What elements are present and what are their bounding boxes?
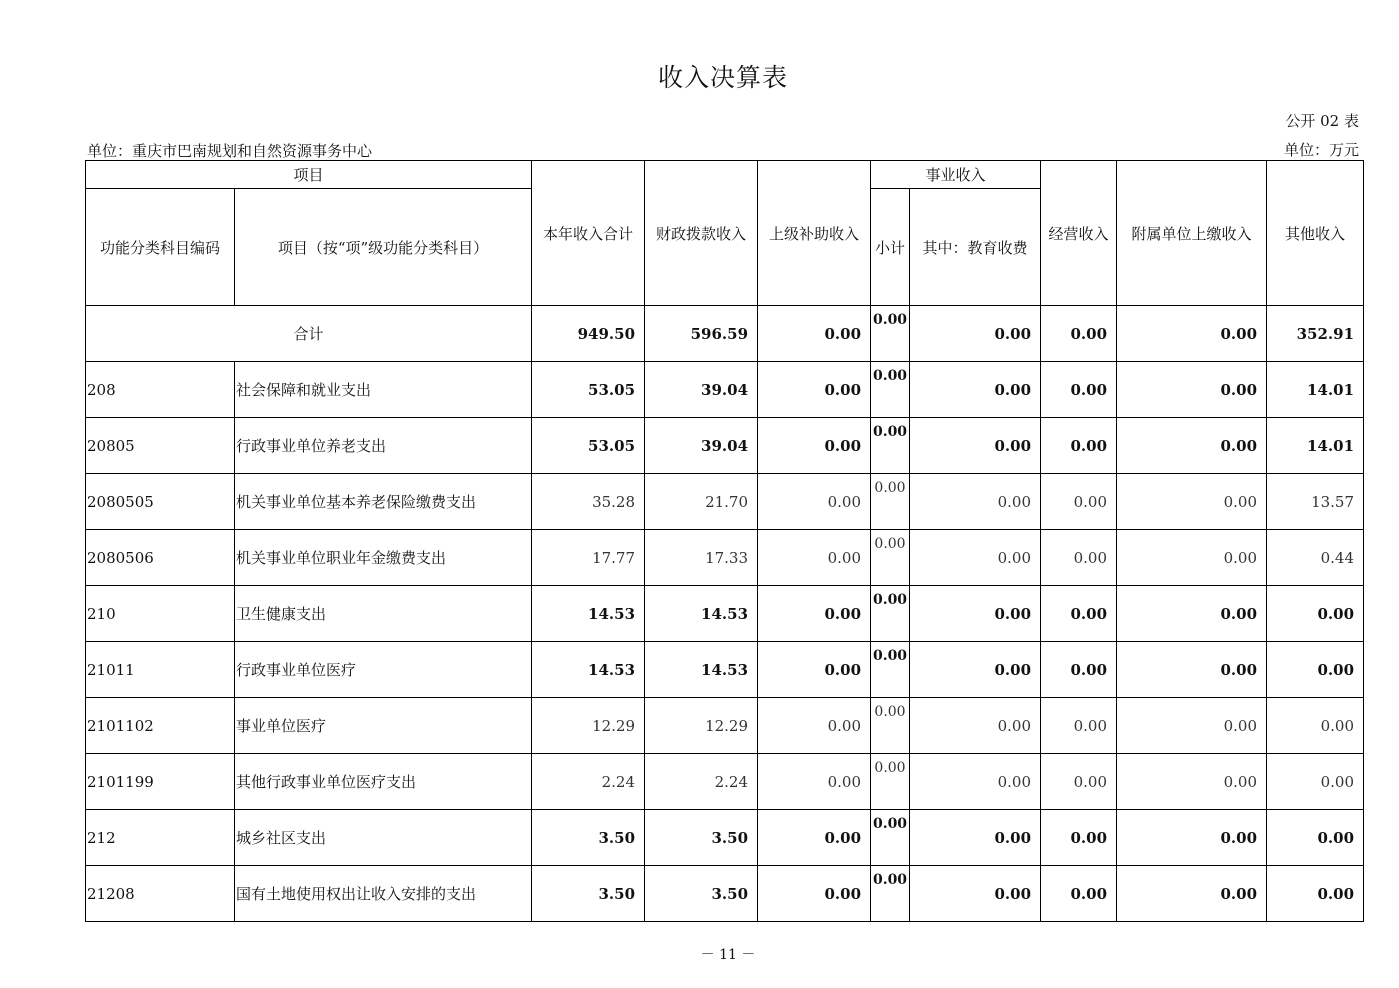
other-cell: 0.44 [1267,530,1364,586]
subtotal-cell: 0.00 [871,810,910,866]
item-name-cell: 国有土地使用权出让收入安排的支出 [235,866,532,922]
page-number: － 11 － [700,947,756,963]
subtotal-cell: 0.00 [871,586,910,642]
other-cell: 13.57 [1267,474,1364,530]
subtotal-cell: 0.00 [871,698,910,754]
unit-currency: 单位：万元 [1283,141,1359,159]
total-label: 合计 [86,306,532,362]
total-cell: 53.05 [532,362,645,418]
fiscal-cell: 596.59 [645,306,758,362]
education-cell: 0.00 [910,474,1041,530]
other-cell: 352.91 [1267,306,1364,362]
total-cell: 949.50 [532,306,645,362]
education-cell: 0.00 [910,866,1041,922]
header-superior: 上级补助收入 [758,161,871,306]
affiliated-cell: 0.00 [1117,698,1267,754]
education-cell: 0.00 [910,642,1041,698]
subtotal-cell: 0.00 [871,362,910,418]
affiliated-cell: 0.00 [1117,810,1267,866]
education-cell: 0.00 [910,362,1041,418]
total-cell: 2.24 [532,754,645,810]
table-row [86,474,1364,530]
fiscal-cell: 14.53 [645,642,758,698]
fiscal-cell: 12.29 [645,698,758,754]
operating-cell: 0.00 [1041,362,1117,418]
code-cell: 2080506 [86,530,235,586]
table-row [86,866,1364,922]
item-name-cell: 卫生健康支出 [235,586,532,642]
item-name-cell: 城乡社区支出 [235,810,532,866]
code-cell: 2080505 [86,474,235,530]
header-education: 其中：教育收费 [910,189,1041,306]
header-business-group: 事业收入 [871,161,1041,189]
table-row [86,586,1364,642]
subtotal-cell: 0.00 [871,866,910,922]
operating-cell: 0.00 [1041,306,1117,362]
subtotal-cell: 0.00 [871,754,910,810]
superior-cell: 0.00 [758,866,871,922]
item-name-cell: 机关事业单位基本养老保险缴费支出 [235,474,532,530]
header-subtotal: 小计 [871,189,910,306]
operating-cell: 0.00 [1041,754,1117,810]
fiscal-cell: 2.24 [645,754,758,810]
education-cell: 0.00 [910,530,1041,586]
superior-cell: 0.00 [758,698,871,754]
code-cell: 208 [86,362,235,418]
other-cell: 14.01 [1267,418,1364,474]
affiliated-cell: 0.00 [1117,586,1267,642]
item-name-cell: 行政事业单位医疗 [235,642,532,698]
other-cell: 0.00 [1267,754,1364,810]
code-cell: 21011 [86,642,235,698]
other-cell: 0.00 [1267,810,1364,866]
subtotal-cell: 0.00 [871,306,910,362]
superior-cell: 0.00 [758,530,871,586]
total-cell: 14.53 [532,586,645,642]
header-fiscal: 财政拨款收入 [645,161,758,306]
fiscal-cell: 17.33 [645,530,758,586]
header-total: 本年收入合计 [532,161,645,306]
form-number: 公开 02 表 [1285,112,1359,130]
table-row [86,530,1364,586]
page-title: 收入决算表 [657,63,788,92]
education-cell: 0.00 [910,418,1041,474]
total-cell: 17.77 [532,530,645,586]
fiscal-cell: 3.50 [645,866,758,922]
code-cell: 210 [86,586,235,642]
affiliated-cell: 0.00 [1117,474,1267,530]
fiscal-cell: 21.70 [645,474,758,530]
operating-cell: 0.00 [1041,698,1117,754]
affiliated-cell: 0.00 [1117,306,1267,362]
other-cell: 0.00 [1267,586,1364,642]
education-cell: 0.00 [910,698,1041,754]
superior-cell: 0.00 [758,474,871,530]
header-affiliated: 附属单位上缴收入 [1117,161,1267,306]
code-cell: 212 [86,810,235,866]
other-cell: 0.00 [1267,698,1364,754]
unit-organization: 单位：重庆市巴南规划和自然资源事务中心 [87,142,373,160]
item-name-cell: 行政事业单位养老支出 [235,418,532,474]
table-row [86,754,1364,810]
education-cell: 0.00 [910,754,1041,810]
table-row [86,698,1364,754]
total-cell: 35.28 [532,474,645,530]
superior-cell: 0.00 [758,586,871,642]
total-cell: 53.05 [532,418,645,474]
table-row [86,362,1364,418]
table-row [86,642,1364,698]
affiliated-cell: 0.00 [1117,642,1267,698]
table-row-total [86,306,1364,362]
education-cell: 0.00 [910,810,1041,866]
total-cell: 3.50 [532,866,645,922]
superior-cell: 0.00 [758,754,871,810]
subtotal-cell: 0.00 [871,642,910,698]
affiliated-cell: 0.00 [1117,866,1267,922]
superior-cell: 0.00 [758,418,871,474]
header-code: 功能分类科目编码 [86,189,235,306]
affiliated-cell: 0.00 [1117,530,1267,586]
superior-cell: 0.00 [758,306,871,362]
fiscal-cell: 3.50 [645,810,758,866]
header-project: 项目 [86,161,532,189]
table-row [86,810,1364,866]
item-name-cell: 机关事业单位职业年金缴费支出 [235,530,532,586]
total-cell: 14.53 [532,642,645,698]
item-name-cell: 事业单位医疗 [235,698,532,754]
operating-cell: 0.00 [1041,418,1117,474]
operating-cell: 0.00 [1041,530,1117,586]
affiliated-cell: 0.00 [1117,418,1267,474]
subtotal-cell: 0.00 [871,474,910,530]
income-table [85,160,1364,922]
header-other: 其他收入 [1267,161,1364,306]
affiliated-cell: 0.00 [1117,754,1267,810]
fiscal-cell: 14.53 [645,586,758,642]
header-item: 项目（按“项”级功能分类科目） [235,189,532,306]
fiscal-cell: 39.04 [645,362,758,418]
other-cell: 0.00 [1267,866,1364,922]
superior-cell: 0.00 [758,642,871,698]
subtotal-cell: 0.00 [871,418,910,474]
operating-cell: 0.00 [1041,474,1117,530]
operating-cell: 0.00 [1041,586,1117,642]
item-name-cell: 社会保障和就业支出 [235,362,532,418]
other-cell: 0.00 [1267,642,1364,698]
superior-cell: 0.00 [758,362,871,418]
header-operating: 经营收入 [1041,161,1117,306]
fiscal-cell: 39.04 [645,418,758,474]
total-cell: 3.50 [532,810,645,866]
code-cell: 2101102 [86,698,235,754]
subtotal-cell: 0.00 [871,530,910,586]
other-cell: 14.01 [1267,362,1364,418]
affiliated-cell: 0.00 [1117,362,1267,418]
code-cell: 21208 [86,866,235,922]
code-cell: 20805 [86,418,235,474]
superior-cell: 0.00 [758,810,871,866]
code-cell: 2101199 [86,754,235,810]
operating-cell: 0.00 [1041,810,1117,866]
item-name-cell: 其他行政事业单位医疗支出 [235,754,532,810]
operating-cell: 0.00 [1041,866,1117,922]
education-cell: 0.00 [910,586,1041,642]
operating-cell: 0.00 [1041,642,1117,698]
total-cell: 12.29 [532,698,645,754]
education-cell: 0.00 [910,306,1041,362]
table-row [86,418,1364,474]
